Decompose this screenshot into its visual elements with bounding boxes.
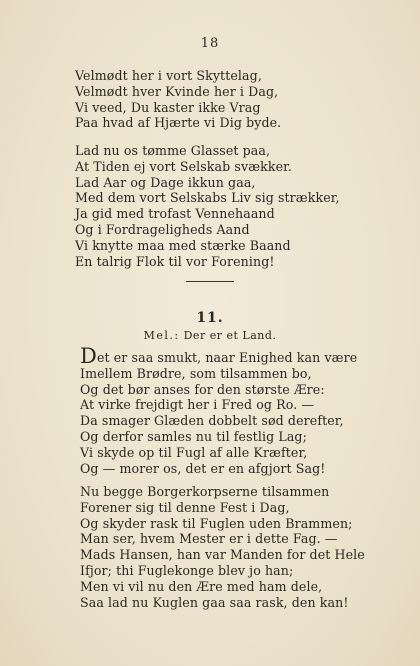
- verse-line: Og skyder rask til Fuglen uden Brammen;: [80, 515, 353, 531]
- verse-line: At Tiden ej vort Selskab svækker.: [75, 158, 292, 174]
- verse-line: Velmødt hver Kvinde her i Dag,: [75, 83, 279, 99]
- verse-line: Vi knytte maa med stærke Baand: [75, 237, 291, 253]
- melody-line: [0, 329, 420, 342]
- verse-line: Mads Hansen, han var Manden for det Hele: [80, 547, 365, 563]
- verse-line: Man ser, hvem Mester er i dette Fag. —: [80, 531, 338, 547]
- verse-line-first-rest: et er saa smukt, naar Enighed kan være: [96, 350, 358, 365]
- drop-cap: D: [80, 344, 97, 368]
- verse-line: Saa lad nu Kuglen gaa saa rask, den kan!: [80, 594, 349, 610]
- verse-line: Og derfor samles nu til festlig Lag;: [80, 428, 307, 444]
- verse-line: Med dem vort Selskabs Liv sig strækker,: [75, 190, 340, 206]
- verse-line: Vi veed, Du kaster ikke Vrag: [75, 99, 261, 115]
- verse-line: En talrig Flok til vor Forening!: [75, 253, 275, 269]
- page-number: 18: [200, 36, 220, 51]
- verse-line: Men vi vil nu den Ære med ham dele,: [80, 578, 323, 594]
- verse-line-first: [80, 344, 358, 368]
- verse-line: Forener sig til denne Fest i Dag,: [80, 499, 290, 515]
- verse-line: Paa hvad af Hjærte vi Dig byde.: [75, 115, 282, 131]
- stanza-4: [80, 484, 365, 610]
- verse-line: Og det bør anses for den største Ære:: [80, 381, 325, 397]
- verse-line: Velmødt her i vort Skyttelag,: [75, 68, 262, 83]
- verse-line: Og i Fordrageligheds Aand: [75, 221, 250, 237]
- section-divider: [186, 281, 234, 282]
- verse-line: Vi skyde op til Fugl af alle Kræfter,: [80, 444, 308, 460]
- stanza-1: [75, 68, 281, 131]
- melody-label: Mel.:: [143, 329, 180, 342]
- verse-line: Og — morer os, det er en afgjort Sag!: [80, 460, 326, 476]
- verse-line: Ja gid med trofast Vennehaand: [75, 206, 275, 222]
- verse-line: At virke frejdigt her i Fred og Ro. —: [80, 397, 315, 413]
- verse-line: Ifjor; thi Fuglekonge blev jo han;: [80, 562, 294, 578]
- song-number: 11.: [196, 310, 224, 326]
- stanza-3: [80, 344, 358, 476]
- verse-line: Lad nu os tømme Glasset paa,: [75, 143, 271, 158]
- verse-line: Da smager Glæden dobbelt sød derefter,: [80, 413, 344, 429]
- stanza-2: [75, 143, 340, 269]
- verse-line: Nu begge Borgerkorpserne tilsammen: [80, 484, 330, 499]
- verse-line: Lad Aar og Dage ikkun gaa,: [75, 174, 256, 190]
- verse-line: Imellem Brødre, som tilsammen bo,: [80, 365, 312, 381]
- melody-title: Der er et Land.: [183, 329, 277, 342]
